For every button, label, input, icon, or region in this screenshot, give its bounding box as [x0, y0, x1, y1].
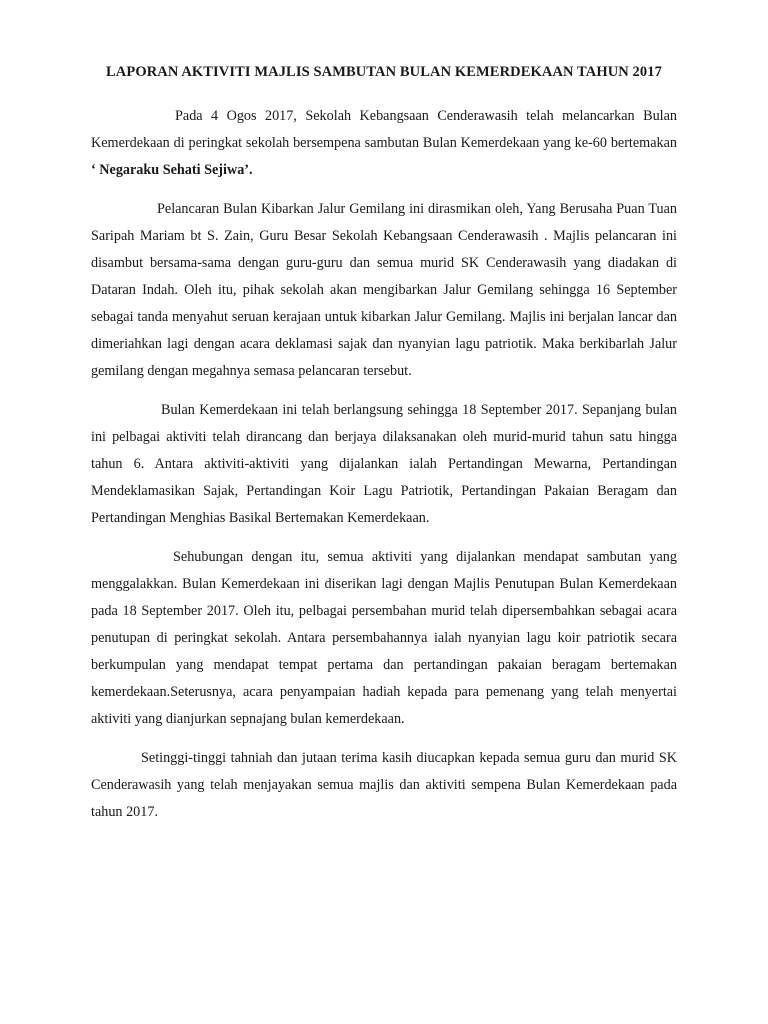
paragraph-ceremony: Pelancaran Bulan Kibarkan Jalur Gemilang ini dirasmikan oleh, Yang Berusaha Puan Tuan Saripah Mariam bt S. Zain, Guru Besar Sekolah Kebangsaan Cenderawasih . Majlis pelancaran ini disambut bersama-sama dengan guru-guru dan semua murid SK Cenderawasih yang diadakan di Dataran Indah. Oleh itu, pihak sekolah akan mengibarkan Jalur Gemilang sehingga 16 September sebagai tanda menyahut seruan kerajaan untuk kibarkan Jalur Gemilang. Majlis ini berjalan lancar dan dimeriahkan lagi dengan acara deklamasi sajak dan nyanyian lagu patriotik. Maka berkibarlah Jalur gemilang dengan megahnya semasa pelancaran tersebut. [91, 201, 677, 379]
document-title: LAPORAN AKTIVITI MAJLIS SAMBUTAN BULAN KEMERDEKAAN TAHUN 2017 [106, 64, 662, 80]
paragraph-launch-text: Pada 4 Ogos 2017, Sekolah Kebangsaan Cenderawasih telah melancarkan Bulan Kemerdekaan di peringkat sekolah bersempena sambutan Bulan Kemerdekaan yang ke-60 bertemakan [91, 108, 677, 151]
paragraph-closing: Sehubungan dengan itu, semua aktiviti yang dijalankan mendapat sambutan yang menggalakkan. Bulan Kemerdekaan ini diserikan lagi dengan Majlis Penutupan Bulan Kemerdekaan pada 18 September 2017. Oleh itu, pelbagai persembahan murid telah dipersembahkan sebagai acara penutupan di peringkat sekolah. Antara persembahannya ialah nyanyian lagu koir patriotik secara berkumpulan yang mendapat tempat pertama dan pertandingan pakaian beragam bertemakan kemerdekaan.Seterusnya, acara penyampaian hadiah kepada para pemenang yang telah menyertai aktiviti yang dianjurkan sepnajang bulan kemerdekaan. [91, 549, 677, 727]
paragraph-launch [91, 103, 677, 184]
document-page [91, 64, 677, 838]
paragraph-thanks: Setinggi-tinggi tahniah dan jutaan terima kasih diucapkan kepada semua guru dan murid SK Cenderawasih yang telah menjayakan semua majlis dan aktiviti sempena Bulan Kemerdekaan pada tahun 2017. [91, 750, 677, 820]
theme-text: ‘ Negaraku Sehati Sejiwa’. [91, 162, 253, 178]
paragraph-activities: Bulan Kemerdekaan ini telah berlangsung sehingga 18 September 2017. Sepanjang bulan ini pelbagai aktiviti telah dirancang dan berjaya dilaksanakan oleh murid-murid tahun satu hingga tahun 6. Antara aktiviti-aktiviti yang dijalankan ialah Pertandingan Mewarna, Pertandingan Mendeklamasikan Sajak, Pertandingan Koir Lagu Patriotik, Pertandingan Pakaian Beragam dan Pertandingan Menghias Basikal Bertemakan Kemerdekaan. [91, 402, 677, 526]
